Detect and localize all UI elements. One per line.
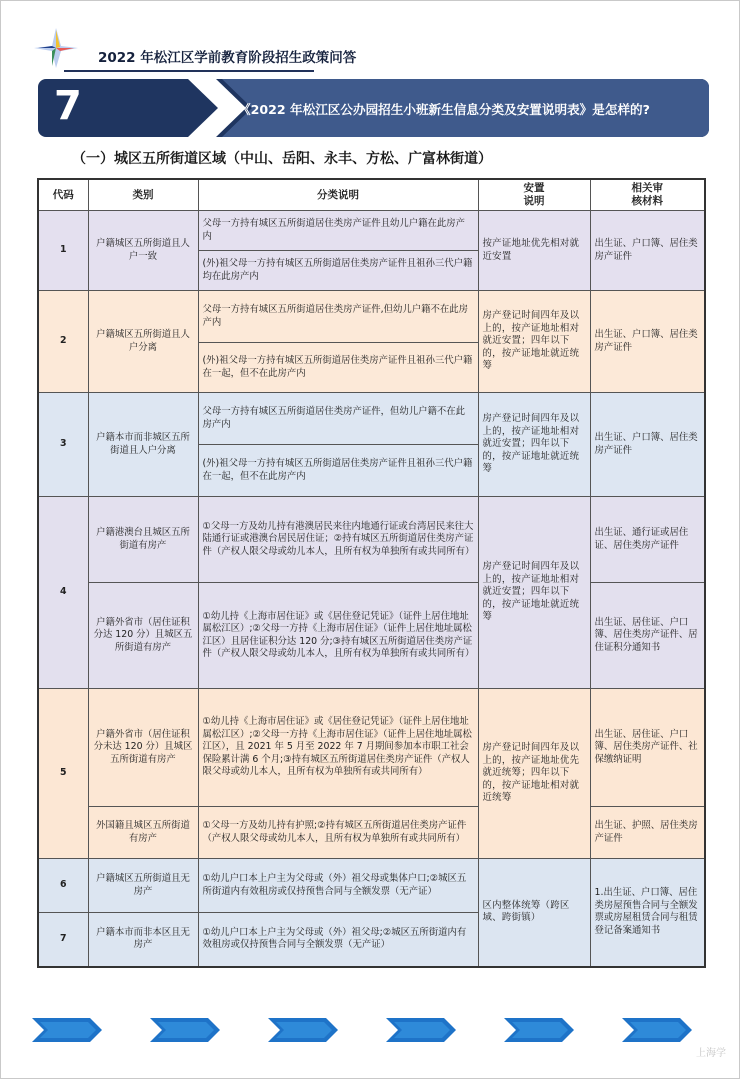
header-code: 代码 [38, 179, 88, 211]
row-category: 户籍港澳台且城区五所街道有房产 [88, 497, 198, 583]
row-category: 户籍城区五所街道且无房产 [88, 859, 198, 913]
chevron-right-icon [622, 1018, 692, 1042]
row-arrangement: 房产登记时间四年及以上的，按产证地址优先就近统筹；四年以下的，按产证地址相对就近统筹 [478, 689, 590, 859]
chevron-right-icon [386, 1018, 456, 1042]
row-description: (外)祖父母一方持有城区五所街道居住类房产证件且祖孙三代户籍在一起，但不在此房产内 [198, 343, 478, 393]
row-materials: 出生证、居住证、户口簿、居住类房产证件、居住证积分通知书 [590, 583, 705, 689]
row-category: 户籍外省市（居住证积分未达 120 分）且城区五所街道有房产 [88, 689, 198, 807]
chevron-right-icon [504, 1018, 574, 1042]
row-arrangement: 房产登记时间四年及以上的，按产证地址相对就近安置；四年以下的，按产证地址就近统筹 [478, 393, 590, 497]
row-category: 户籍城区五所街道且人户一致 [88, 211, 198, 291]
chevron-right-icon [268, 1018, 338, 1042]
header-materials: 相关审 核材料 [590, 179, 705, 211]
row-code: 2 [38, 291, 88, 393]
row-code: 5 [38, 689, 88, 859]
row-category: 户籍外省市（居住证积分达 120 分）且城区五所街道有房产 [88, 583, 198, 689]
header-description: 分类说明 [198, 179, 478, 211]
watermark: 上海学 [696, 1048, 726, 1059]
row-category: 户籍城区五所街道且人户分离 [88, 291, 198, 393]
row-arrangement: 区内整体统筹（跨区域、跨街镇） [478, 859, 590, 967]
row-description: (外)祖父母一方持有城区五所街道居住类房产证件且祖孙三代户籍均在此房产内 [198, 251, 478, 291]
row-code: 1 [38, 211, 88, 291]
table-row [38, 807, 705, 859]
header-arrangement: 安置 说明 [478, 179, 590, 211]
row-description: ①父母一方及幼儿持有护照;②持有城区五所街道居住类房产证件（产权人限父母或幼儿本人，且所有权为单独所有或共同所有） [198, 807, 478, 859]
row-materials: 出生证、护照、居住类房产证件 [590, 807, 705, 859]
row-description: (外)祖父母一方持有城区五所街道居住类房产证件且祖孙三代户籍在一起，但不在此房产内 [198, 445, 478, 497]
table-row [38, 689, 705, 807]
row-category: 外国籍且城区五所街道有房产 [88, 807, 198, 859]
row-description: ①幼儿持《上海市居住证》或《居住登记凭证》（证件上居住地址属松江区）;②父母一方持《上海市居住证》（证件上居住地址属松江区），且 2021 年 5 月至 2022 年 7 月期间参加本市职工社会保险累计满 6 个月;③持有城区五所街道居住类房产证件（产权人限父母或幼儿本人，且所有权为单独所有或共同所有） [198, 689, 478, 807]
row-materials: 1.出生证、户口簿、居住类房屋预售合同与全额发票或房屋租赁合同与租赁登记备案通知书 [590, 859, 705, 967]
question-number: 7 [54, 83, 82, 129]
row-description: ①幼儿户口本上户主为父母或（外）祖父母;②城区五所街道内有效租房或仅持预售合同与全额发票（无产证） [198, 913, 478, 967]
row-code: 7 [38, 913, 88, 967]
table-header-row [38, 179, 705, 211]
row-code: 6 [38, 859, 88, 913]
row-description: ①幼儿持《上海市居住证》或《居住登记凭证》（证件上居住地址属松江区）;②父母一方持《上海市居住证》（证件上居住地址属松江区）且居住证积分达 120 分;③持有城区五所街道居住类房产证件（产权人限父母或幼儿本人，且所有权为单独所有或共同所有） [198, 583, 478, 689]
row-materials: 出生证、户口簿、居住类房产证件 [590, 291, 705, 393]
document-title: 2022 年松江区学前教育阶段招生政策问答 [98, 50, 357, 66]
chevron-right-icon [150, 1018, 220, 1042]
table-row [38, 859, 705, 913]
row-description: 父母一方持有城区五所街道居住类房产证件,但幼儿户籍不在此房产内 [198, 291, 478, 343]
table-row [38, 291, 705, 343]
row-category: 户籍本市而非本区且无房产 [88, 913, 198, 967]
table-row [38, 497, 705, 583]
row-description: 父母一方持有城区五所街道居住类房产证件，但幼儿户籍不在此房产内 [198, 393, 478, 445]
chevron-right-icon [32, 1018, 102, 1042]
row-materials: 出生证、户口簿、居住类房产证件 [590, 393, 705, 497]
table-row [38, 211, 705, 251]
question-text: 《2022 年松江区公办园招生小班新生信息分类及安置说明表》是怎样的? [238, 102, 650, 117]
table-row [38, 393, 705, 445]
header-category: 类别 [88, 179, 198, 211]
row-category: 户籍本市而非城区五所街道且人户分离 [88, 393, 198, 497]
table-row [38, 583, 705, 689]
row-materials: 出生证、通行证或居住证、居住类房产证件 [590, 497, 705, 583]
row-description: ①幼儿户口本上户主为父母或（外）祖父母或集体户口;②城区五所街道内有效租房或仅持预售合同与全额发票（无产证） [198, 859, 478, 913]
row-arrangement: 房产登记时间四年及以上的，按产证地址相对就近安置；四年以下的，按产证地址就近统筹 [478, 497, 590, 689]
row-description: ①父母一方及幼儿持有港澳居民来往内地通行证或台湾居民来往大陆通行证或港澳台居民居住证；②持有城区五所街道居住类房产证件（产权人限父母或幼儿本人，且所有权为单独所有或共同所有） [198, 497, 478, 583]
row-code: 3 [38, 393, 88, 497]
brand-logo-icon [34, 26, 78, 70]
question-banner [38, 79, 709, 137]
row-description: 父母一方持有城区五所街道居住类房产证件且幼儿户籍在此房产内 [198, 211, 478, 251]
classification-table [37, 178, 706, 968]
row-arrangement: 房产登记时间四年及以上的，按产证地址相对就近安置；四年以下的，按产证地址就近统筹 [478, 291, 590, 393]
row-code: 4 [38, 497, 88, 689]
section-title: （一）城区五所街道区域（中山、岳阳、永丰、方松、广富林街道） [72, 151, 492, 167]
row-materials: 出生证、户口簿、居住类房产证件 [590, 211, 705, 291]
row-arrangement: 按产证地址优先相对就近安置 [478, 211, 590, 291]
title-underline [64, 70, 314, 72]
row-materials: 出生证、居住证、户口簿、居住类房产证件、社保缴纳证明 [590, 689, 705, 807]
footer-arrows [32, 1016, 712, 1044]
